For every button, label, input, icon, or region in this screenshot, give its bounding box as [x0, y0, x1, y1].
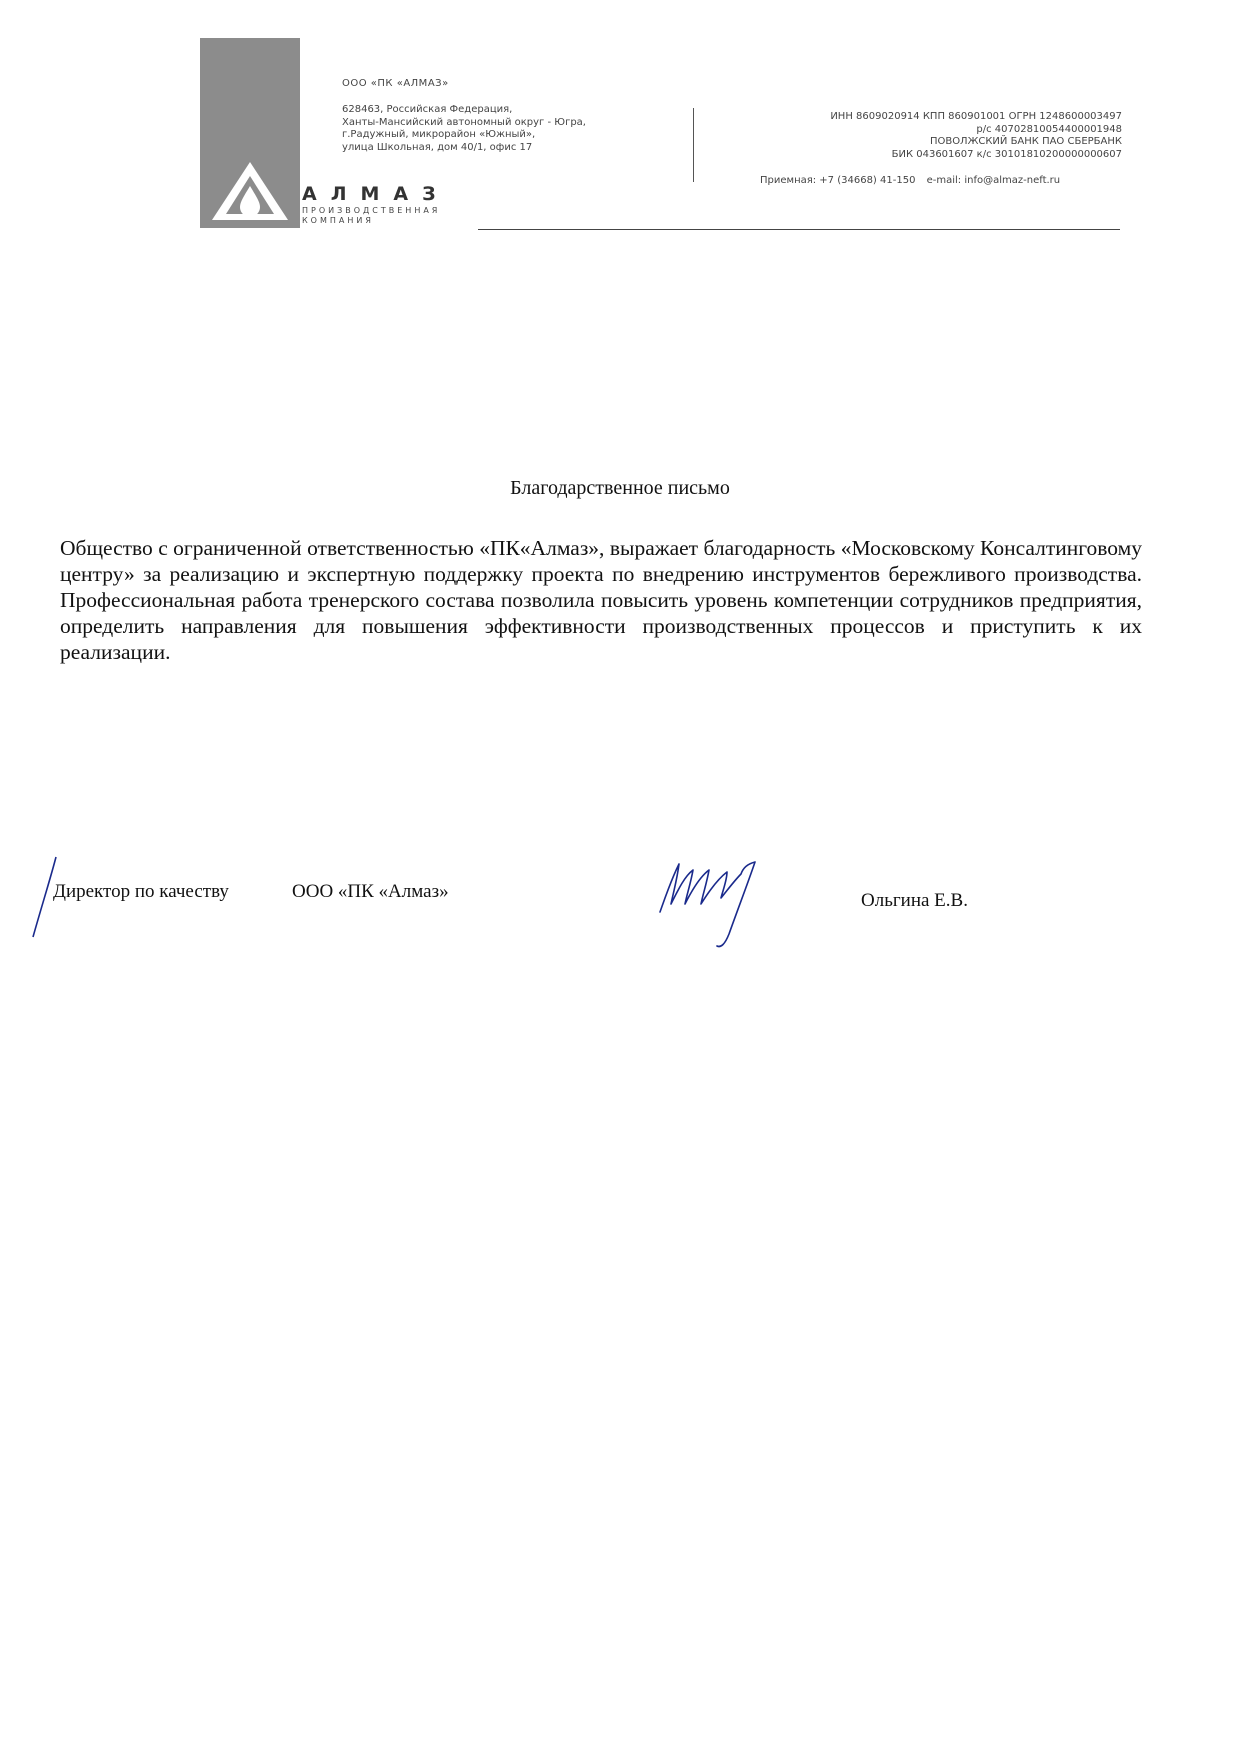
letter-title: Благодарственное письмо [510, 477, 730, 499]
requisites-line: БИК 043601607 к/с 30101810200000000607 [891, 148, 1122, 160]
header-divider [693, 108, 694, 182]
requisites-line: ПОВОЛЖСКИЙ БАНК ПАО СБЕРБАНК [929, 136, 1122, 147]
signer-name: Ольгина Е.В. [861, 890, 968, 911]
phone: Приемная: +7 (34668) 41-150 [760, 175, 916, 186]
requisites-line: р/с 40702810054400001948 [976, 123, 1122, 135]
almaz-logo-icon [210, 160, 290, 222]
brand-subtitle [302, 206, 440, 226]
header-rule [478, 229, 1120, 230]
brand-name: АЛМАЗ [302, 183, 450, 205]
signer-company: ООО «ПК «Алмаз» [292, 881, 449, 902]
email: e-mail: info@almaz-neft.ru [926, 175, 1061, 186]
address-line: г.Радужный, микрорайон «Южный», [342, 129, 536, 140]
handwritten-signature-icon [655, 850, 805, 950]
bank-requisites [830, 111, 1122, 161]
address-line: 628463, Российская Федерация, [342, 104, 513, 115]
company-name: ООО «ПК «АЛМАЗ» [342, 78, 449, 89]
address-line: Ханты-Мансийский автономный округ - Югра, [342, 116, 586, 128]
brand-subtitle-line2: КОМПАНИЯ [302, 216, 374, 225]
company-address [342, 104, 586, 154]
contacts [760, 175, 1068, 186]
requisites-line: ИНН 8609020914 КПП 860901001 ОГРН 1248600003497 [830, 111, 1122, 122]
signer-position: Директор по качеству [53, 881, 229, 902]
address-line: улица Школьная, дом 40/1, офис 17 [342, 141, 533, 153]
brand-subtitle-line1: ПРОИЗВОДСТВЕННАЯ [302, 206, 441, 215]
letter-body: Общество с ограниченной ответственностью «ПК«Алмаз», выражает благодарность «Московскому Консалтинговому центру» за реализацию и экспертную поддержку проекта по внедрению инструментов бережливого производства. Профессиональная работа тренерского состава позволила повысить уровень компетенции сотрудников предприятия, определить направления для повышения эффективности производственных процессов и приступить к их реализации. [60, 536, 1142, 664]
